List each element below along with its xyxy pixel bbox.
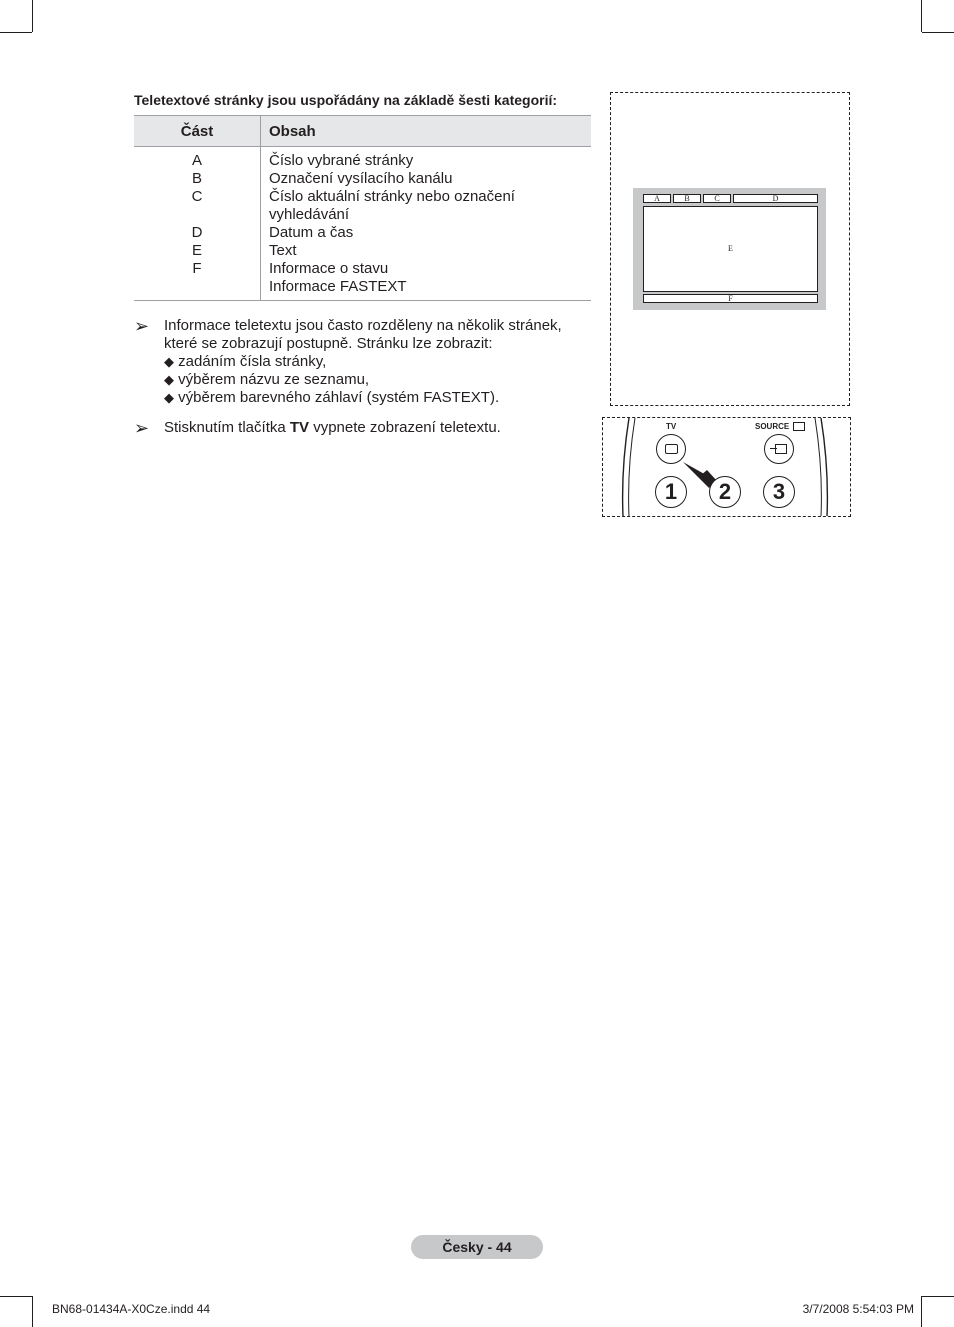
content-line: Číslo vybrané stránky [269,152,414,169]
crop-mark [0,32,32,33]
content-cell [261,147,592,301]
part-cell [134,147,261,301]
part-letter: A [191,152,202,169]
content-line: Informace o stavu [269,260,389,277]
digit-3-button[interactable]: 3 [763,476,795,508]
teletext-part-c: C [703,194,731,203]
category-table [134,115,591,301]
teletext-part-f: F [643,294,818,303]
file-name: BN68-01434A-X0Cze.indd 44 [52,1302,211,1316]
bullet-item [164,371,594,389]
source-icon [793,422,805,431]
bullet-text: zadáním čísla stránky, [178,353,327,370]
diamond-bullet-icon: ◆ [164,390,174,405]
crop-mark [922,1296,954,1297]
teletext-screen-illustration [633,188,826,310]
bullet-text: výběrem názvu ze seznamu, [178,371,370,388]
content-line: Text [269,242,297,259]
part-letter [142,206,252,224]
column-header-part: Část [134,116,261,147]
content-line: Označení vysílacího kanálu [269,170,453,187]
bullet-item [164,353,594,371]
source-button[interactable] [764,434,794,464]
part-letter: F [192,260,202,277]
diamond-bullet-icon: ◆ [164,372,174,387]
tv-label: TV [666,422,677,431]
note-line: Informace teletextu jsou často rozděleny na několik stránek, [164,317,562,334]
teletext-part-a: A [643,194,671,203]
column-header-content: Obsah [261,116,592,147]
part-letter: E [191,242,202,259]
diamond-bullet-icon: ◆ [164,354,174,369]
teletext-part-e: E [643,206,818,292]
note-arrow-icon: ➢ [134,316,150,336]
bullet-text: výběrem barevného záhlaví (systém FASTEXT). [178,389,500,406]
crop-mark [32,0,33,32]
note-tv-button [134,419,594,437]
crop-mark [921,1296,922,1327]
part-letter: B [191,170,202,187]
crop-mark [32,1296,33,1327]
crop-mark [921,0,922,32]
note-text: vypnete zobrazení teletextu. [309,419,501,436]
print-timestamp: 3/7/2008 5:54:03 PM [802,1302,914,1316]
crop-mark [0,1296,32,1297]
source-icon-arrow [770,448,777,449]
crop-mark [922,32,954,33]
note-arrow-icon: ➢ [134,418,150,438]
tv-icon [665,444,678,454]
note-text: Stisknutím tlačítka [164,419,290,436]
teletext-part-b: B [673,194,701,203]
table-header-row [134,116,591,147]
section-intro: Teletextové stránky jsou uspořádány na základě šesti kategorií: [134,92,558,108]
table-row [134,147,591,301]
notes [134,317,594,449]
source-label: SOURCE [755,422,790,431]
content-line: Informace FASTEXT [269,278,407,295]
content-line: Číslo aktuální stránky nebo označení [269,188,515,205]
source-icon [775,444,787,454]
part-letter: C [191,188,203,205]
tv-button-name: TV [289,419,310,436]
remote-figure-frame [602,417,851,517]
content-line: Datum a čas [269,224,354,241]
note-line: které se zobrazují postupně. Stránku lze zobrazit: [164,335,493,352]
note-pages [134,317,594,407]
page-number-badge: Česky - 44 [411,1235,543,1259]
digit-1-button[interactable]: 1 [655,476,687,508]
bullet-item [164,389,594,407]
teletext-part-d: D [733,194,818,203]
digit-2-button[interactable]: 2 [709,476,741,508]
content-line: vyhledávání [269,206,350,223]
tv-button[interactable] [656,434,686,464]
part-letter: D [191,224,203,241]
